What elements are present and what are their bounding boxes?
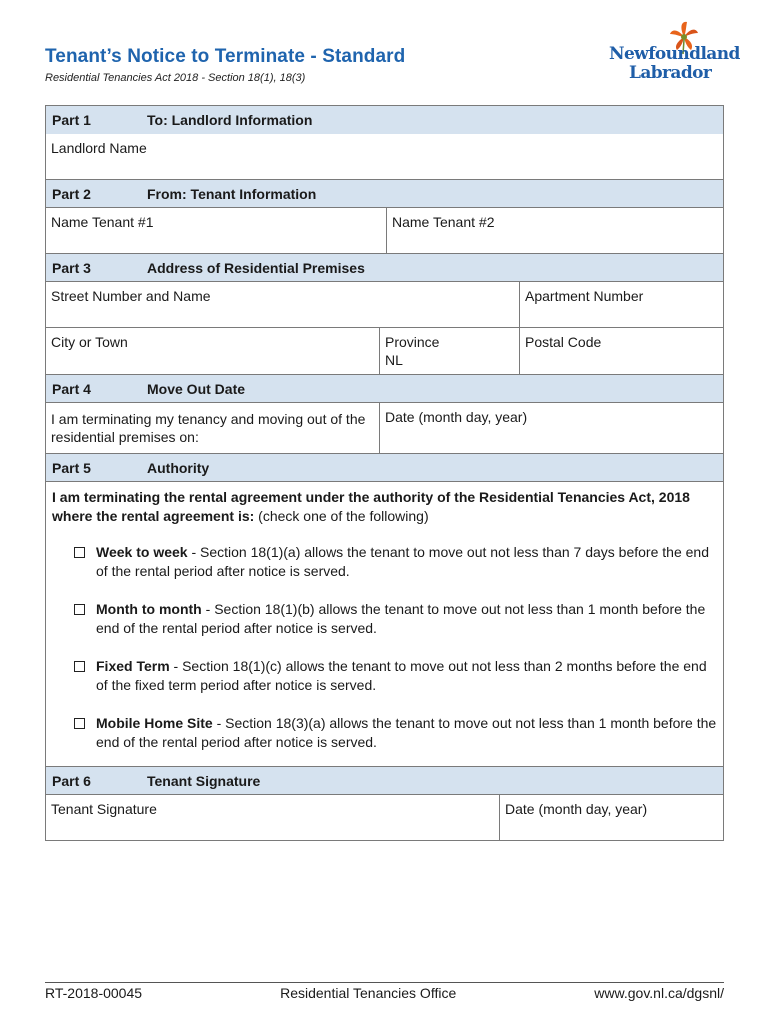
tenant1-name-field[interactable]: Name Tenant #1 bbox=[51, 214, 154, 230]
option-name: Fixed Term bbox=[96, 658, 170, 674]
option-text bbox=[96, 657, 717, 695]
part2-header bbox=[46, 179, 723, 207]
part-heading: Authority bbox=[147, 459, 210, 476]
province-label: Province bbox=[385, 334, 440, 350]
part-heading: From: Tenant Information bbox=[147, 185, 317, 202]
checkbox-icon[interactable] bbox=[74, 547, 85, 558]
logo-text-newfoundland: Newfoundland bbox=[609, 44, 740, 64]
province-field[interactable] bbox=[379, 328, 519, 374]
logo-text-labrador: Labrador bbox=[629, 63, 712, 83]
option-text bbox=[96, 600, 717, 638]
landlord-name-field[interactable]: Landlord Name bbox=[51, 140, 147, 156]
option-description: - Section 18(3)(a) allows the tenant to move out not less than 1 month before the end of the rental period after notice is served. bbox=[96, 715, 717, 750]
move-out-date-field[interactable]: Date (month day, year) bbox=[379, 403, 723, 453]
option-text bbox=[96, 714, 717, 752]
part-number: Part 6 bbox=[52, 772, 91, 789]
postal-code-field[interactable]: Postal Code bbox=[519, 328, 723, 374]
authority-intro-bold: I am terminating the rental agreement under the authority of the Residential Tenancies Act, 2018 where the rental agreement is: bbox=[52, 489, 690, 524]
notice-form bbox=[45, 105, 724, 841]
part-heading: To: Landlord Information bbox=[147, 112, 313, 128]
city-field[interactable]: City or Town bbox=[51, 334, 128, 350]
website-link[interactable]: www.gov.nl.ca/dgsnl/ bbox=[594, 985, 724, 1001]
option-mobile-home-site[interactable] bbox=[74, 714, 717, 752]
checkbox-icon[interactable] bbox=[74, 718, 85, 729]
part-heading: Move Out Date bbox=[147, 380, 246, 397]
checkbox-icon[interactable] bbox=[74, 604, 85, 615]
option-text bbox=[96, 543, 717, 581]
street-field[interactable]: Street Number and Name bbox=[51, 288, 211, 304]
option-fixed-term[interactable] bbox=[74, 657, 717, 695]
part-heading: Address of Residential Premises bbox=[147, 259, 365, 276]
part4-header bbox=[46, 374, 723, 402]
page-footer bbox=[45, 982, 724, 1001]
part5-header bbox=[46, 453, 723, 481]
option-week-to-week[interactable] bbox=[74, 543, 717, 581]
signature-date-field[interactable]: Date (month day, year) bbox=[499, 795, 723, 840]
option-description: - Section 18(1)(a) allows the tenant to move out not less than 7 days before the end of the rental period after notice is served. bbox=[96, 544, 709, 579]
option-name: Week to week bbox=[96, 544, 188, 560]
part-heading: Tenant Signature bbox=[147, 772, 261, 789]
form-title: Tenant’s Notice to Terminate - Standard bbox=[45, 46, 406, 67]
authority-intro-rest: (check one of the following) bbox=[254, 508, 429, 524]
tenant-signature-field[interactable]: Tenant Signature bbox=[51, 801, 157, 817]
part-number: Part 5 bbox=[52, 459, 91, 476]
option-description: - Section 18(1)(b) allows the tenant to move out not less than 1 month before the end of the rental period after notice is served. bbox=[96, 601, 706, 636]
part-number: Part 2 bbox=[52, 185, 91, 202]
tenant2-name-field[interactable]: Name Tenant #2 bbox=[386, 208, 723, 253]
option-name: Month to month bbox=[96, 601, 202, 617]
form-subtitle: Residential Tenancies Act 2018 - Section 18(1), 18(3) bbox=[45, 72, 306, 84]
move-out-statement: I am terminating my tenancy and moving out of the residential premises on: bbox=[51, 411, 366, 445]
apartment-field[interactable]: Apartment Number bbox=[519, 282, 723, 327]
province-value: NL bbox=[385, 352, 403, 368]
part-number: Part 3 bbox=[52, 259, 91, 276]
option-description: - Section 18(1)(c) allows the tenant to move out not less than 2 months before the end of the fixed term period after notice is served. bbox=[96, 658, 707, 693]
authority-section bbox=[46, 481, 723, 766]
checkbox-icon[interactable] bbox=[74, 661, 85, 672]
option-month-to-month[interactable] bbox=[74, 600, 717, 638]
part3-header bbox=[46, 253, 723, 281]
form-id: RT-2018-00045 bbox=[45, 985, 143, 1001]
part-number: Part 1 bbox=[52, 112, 91, 128]
authority-intro bbox=[52, 488, 717, 526]
option-name: Mobile Home Site bbox=[96, 715, 213, 731]
part6-header bbox=[46, 766, 723, 794]
part1-header bbox=[46, 106, 723, 134]
nl-logo bbox=[604, 20, 740, 86]
part-number: Part 4 bbox=[52, 380, 91, 397]
office-name: Residential Tenancies Office bbox=[280, 985, 457, 1001]
